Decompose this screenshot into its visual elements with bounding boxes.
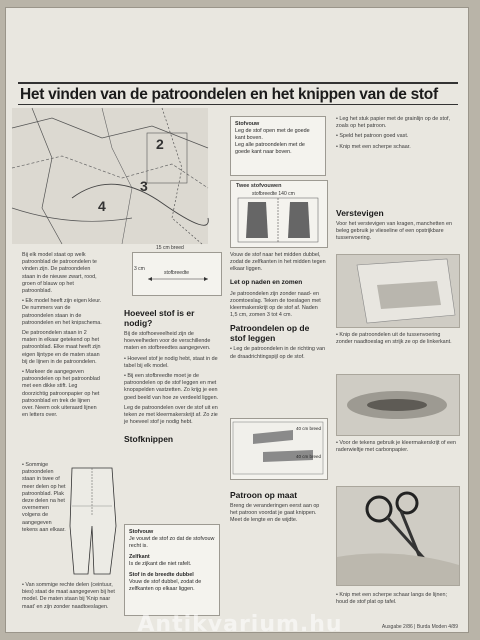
piece-number-4: 4	[98, 198, 106, 214]
fabric-paragraph: Bij de stofhoeveelheid zijn de hoeveelheden voor de verschillende maten en stofbreedtes aangegeven.	[124, 331, 211, 352]
page-footer: Ausgabe 2/86 | Burda Moden 4/89	[381, 624, 458, 630]
fabric-paragraph: • Bij een stofbreedte moet je de patroondelen op de stof leggen en met knopspelden vastzetten. Zo krijg je een goed beeld van hoe ze verdeeld liggen.	[124, 373, 219, 401]
fold-box	[230, 116, 326, 176]
right-bullet: • Knip met een scherpe schaar.	[336, 143, 411, 150]
trouser-pattern-drawing	[68, 466, 118, 576]
right-bullet: • Speld het patroon goed vast.	[336, 133, 409, 140]
grainline-arrow	[148, 276, 208, 282]
left-paragraph: • Markeer de aangegeven patroondelen op het patroonblad met een dikke stift. Leg doorzichtig patroonpapier op het patroonblad en trek de lijnen over. Neem ook uiteraard lijnen en letters over.	[22, 369, 100, 419]
measure-paragraph: Breng de veranderingen eerst aan op het patroon voordat je gaat knippen. Meet de lengte en de wijdte.	[230, 503, 320, 524]
cutting-term: Zelfkant	[129, 554, 150, 560]
watermark-text: Antikvarium.hu	[137, 612, 343, 637]
title-rule-bottom	[18, 104, 458, 105]
interfacing-photo	[336, 254, 460, 328]
two-folds-caption: stofbreedte 140 cm	[252, 191, 295, 197]
fold-text: Leg de stof open met de goede kant boven.	[235, 128, 310, 141]
cutting-term: Stof in de breedte dubbel	[129, 572, 194, 578]
left-column-lower	[22, 462, 66, 537]
left-paragraph: De patroondelen staan in 2 maten in elkaar getekend op het patroonblad. Elke maat heeft zijn eigen lijntype en de maten staan bij de lijnen in de patroondelen.	[22, 330, 101, 365]
cutting-heading: Stofknippen	[124, 434, 174, 445]
fabric-paragraph: • Hoeveel stof je nodig hebt, staat in de tabel bij elk model.	[124, 355, 218, 369]
reinforce-paragraph: Voor het verstevigen van kragen, manchetten en beleg gebruik je vlieseline of een opstrijkbare tussenvoering.	[336, 221, 452, 242]
reinforce-section	[336, 204, 458, 246]
two-folds-drawing	[238, 198, 318, 242]
seams-heading: Let op naden en zomen	[230, 278, 303, 286]
fabric-amount-heading: Hoeveel stof is er nodig?	[124, 308, 195, 328]
cutting-term: Stofvouw	[129, 529, 154, 535]
measure-label-2: 40 cm breed	[296, 454, 322, 459]
left-paragraph: • Elk model heeft zijn eigen kleur. De nummers van de patroondelen staan in de patroondelen en het knipschema.	[22, 298, 102, 326]
cutting-text: Je vouwt de stof zo dat de stofvouw recht is.	[129, 536, 215, 549]
cutting-info-box	[124, 524, 220, 616]
fold-paragraph: Vouw de stof naar het midden dubbel, zodat de zelfkanten in het midden tegen elkaar liggen.	[230, 252, 326, 273]
caption-2: • Voor de tekens gebruik je kleermakerskrijt of een raderwieltje met carbonpapier.	[336, 440, 456, 454]
layout-paragraph: • Leg de patroondelen in de richting van de draadrichtingspijl op de stof.	[230, 346, 326, 360]
scissors-photo	[336, 486, 460, 586]
caption-3: • Knip met een scherpe schaar langs de lijnen; houd de stof plat op tafel.	[336, 592, 447, 606]
fold-text: Leg alle patroondelen met de goede kant naar boven.	[235, 142, 305, 155]
magazine-page	[6, 8, 468, 632]
reinforce-heading: Verstevigen	[336, 208, 384, 218]
cutting-text: Is de zijkant die niet rafelt.	[129, 561, 192, 567]
cutting-text: Vouw de stof dubbel, zodat de zelfkanten op elkaar liggen.	[129, 579, 202, 592]
right-bullet: • Leg het stuk papier met de grainlijn op de stof, zoals op het patroon.	[336, 116, 450, 130]
measure-heading: Patroon op maat	[230, 490, 298, 500]
piece-number-3: 3	[140, 178, 148, 194]
left-paragraph: • Sommige patroondelen staan in twee of meer delen op het patroonblad. Plak deze delen na het overnemen volgens de aangegeven tekens aan elkaar.	[22, 462, 66, 533]
article-title: Het vinden van de patroondelen en het knippen van de stof	[20, 86, 438, 103]
piece-number-2: 2	[156, 136, 164, 152]
middle-column	[124, 304, 220, 447]
fabric-paragraph: Leg de patroondelen over de stof uit en teken ze met kleermakerskrijt af. Zo zie je hoeveel stof je nodig hebt.	[124, 404, 218, 426]
grainline-top-label: 15 cm breed	[156, 245, 184, 251]
title-rule-top	[18, 82, 458, 84]
two-folds-title: Twee stofvouwen	[236, 183, 282, 189]
layout-heading: Patroondelen op de stof leggen	[230, 323, 310, 344]
right-column-top	[336, 116, 458, 154]
left-column-bottom	[22, 582, 120, 614]
caption-1: • Knip de patroondelen uit de tussenvoering zonder naadtoeslag en strijk ze op de linkerkant.	[336, 332, 452, 346]
seams-paragraph: Je patroondelen zijn zonder naad- en zoomtoeslag. Teken de toeslagen met kleermakerskrijt op de stof af. Naden 1,5 cm, zomen 3 tot 4 cm.	[230, 290, 321, 319]
right-middle-lower	[230, 486, 326, 528]
tracing-wheel-photo	[336, 374, 460, 436]
left-paragraph: Bij elk model staat op welk patroonblad de patroondelen te vinden zijn. De patroondelen staan in de nieuwe zwart, rood, groen of blauw op het patroonblad.	[22, 252, 97, 295]
left-paragraph: • Van sommige rechte delen (ceintuur, bies) staat de maat aangegeven bij het model. De maten staan bij 'Knip naar maat' en zijn zonder naadtoeslagen.	[22, 582, 115, 610]
pattern-sheet-lines	[12, 108, 208, 244]
grainline-label: stofbreedte	[164, 270, 190, 276]
grainline-side-label: 3 cm	[134, 266, 145, 272]
measure-label-1: 40 cm breed	[296, 426, 322, 431]
right-middle-column	[230, 252, 326, 364]
fold-term: Stofvouw	[235, 121, 260, 127]
left-column	[22, 252, 102, 422]
